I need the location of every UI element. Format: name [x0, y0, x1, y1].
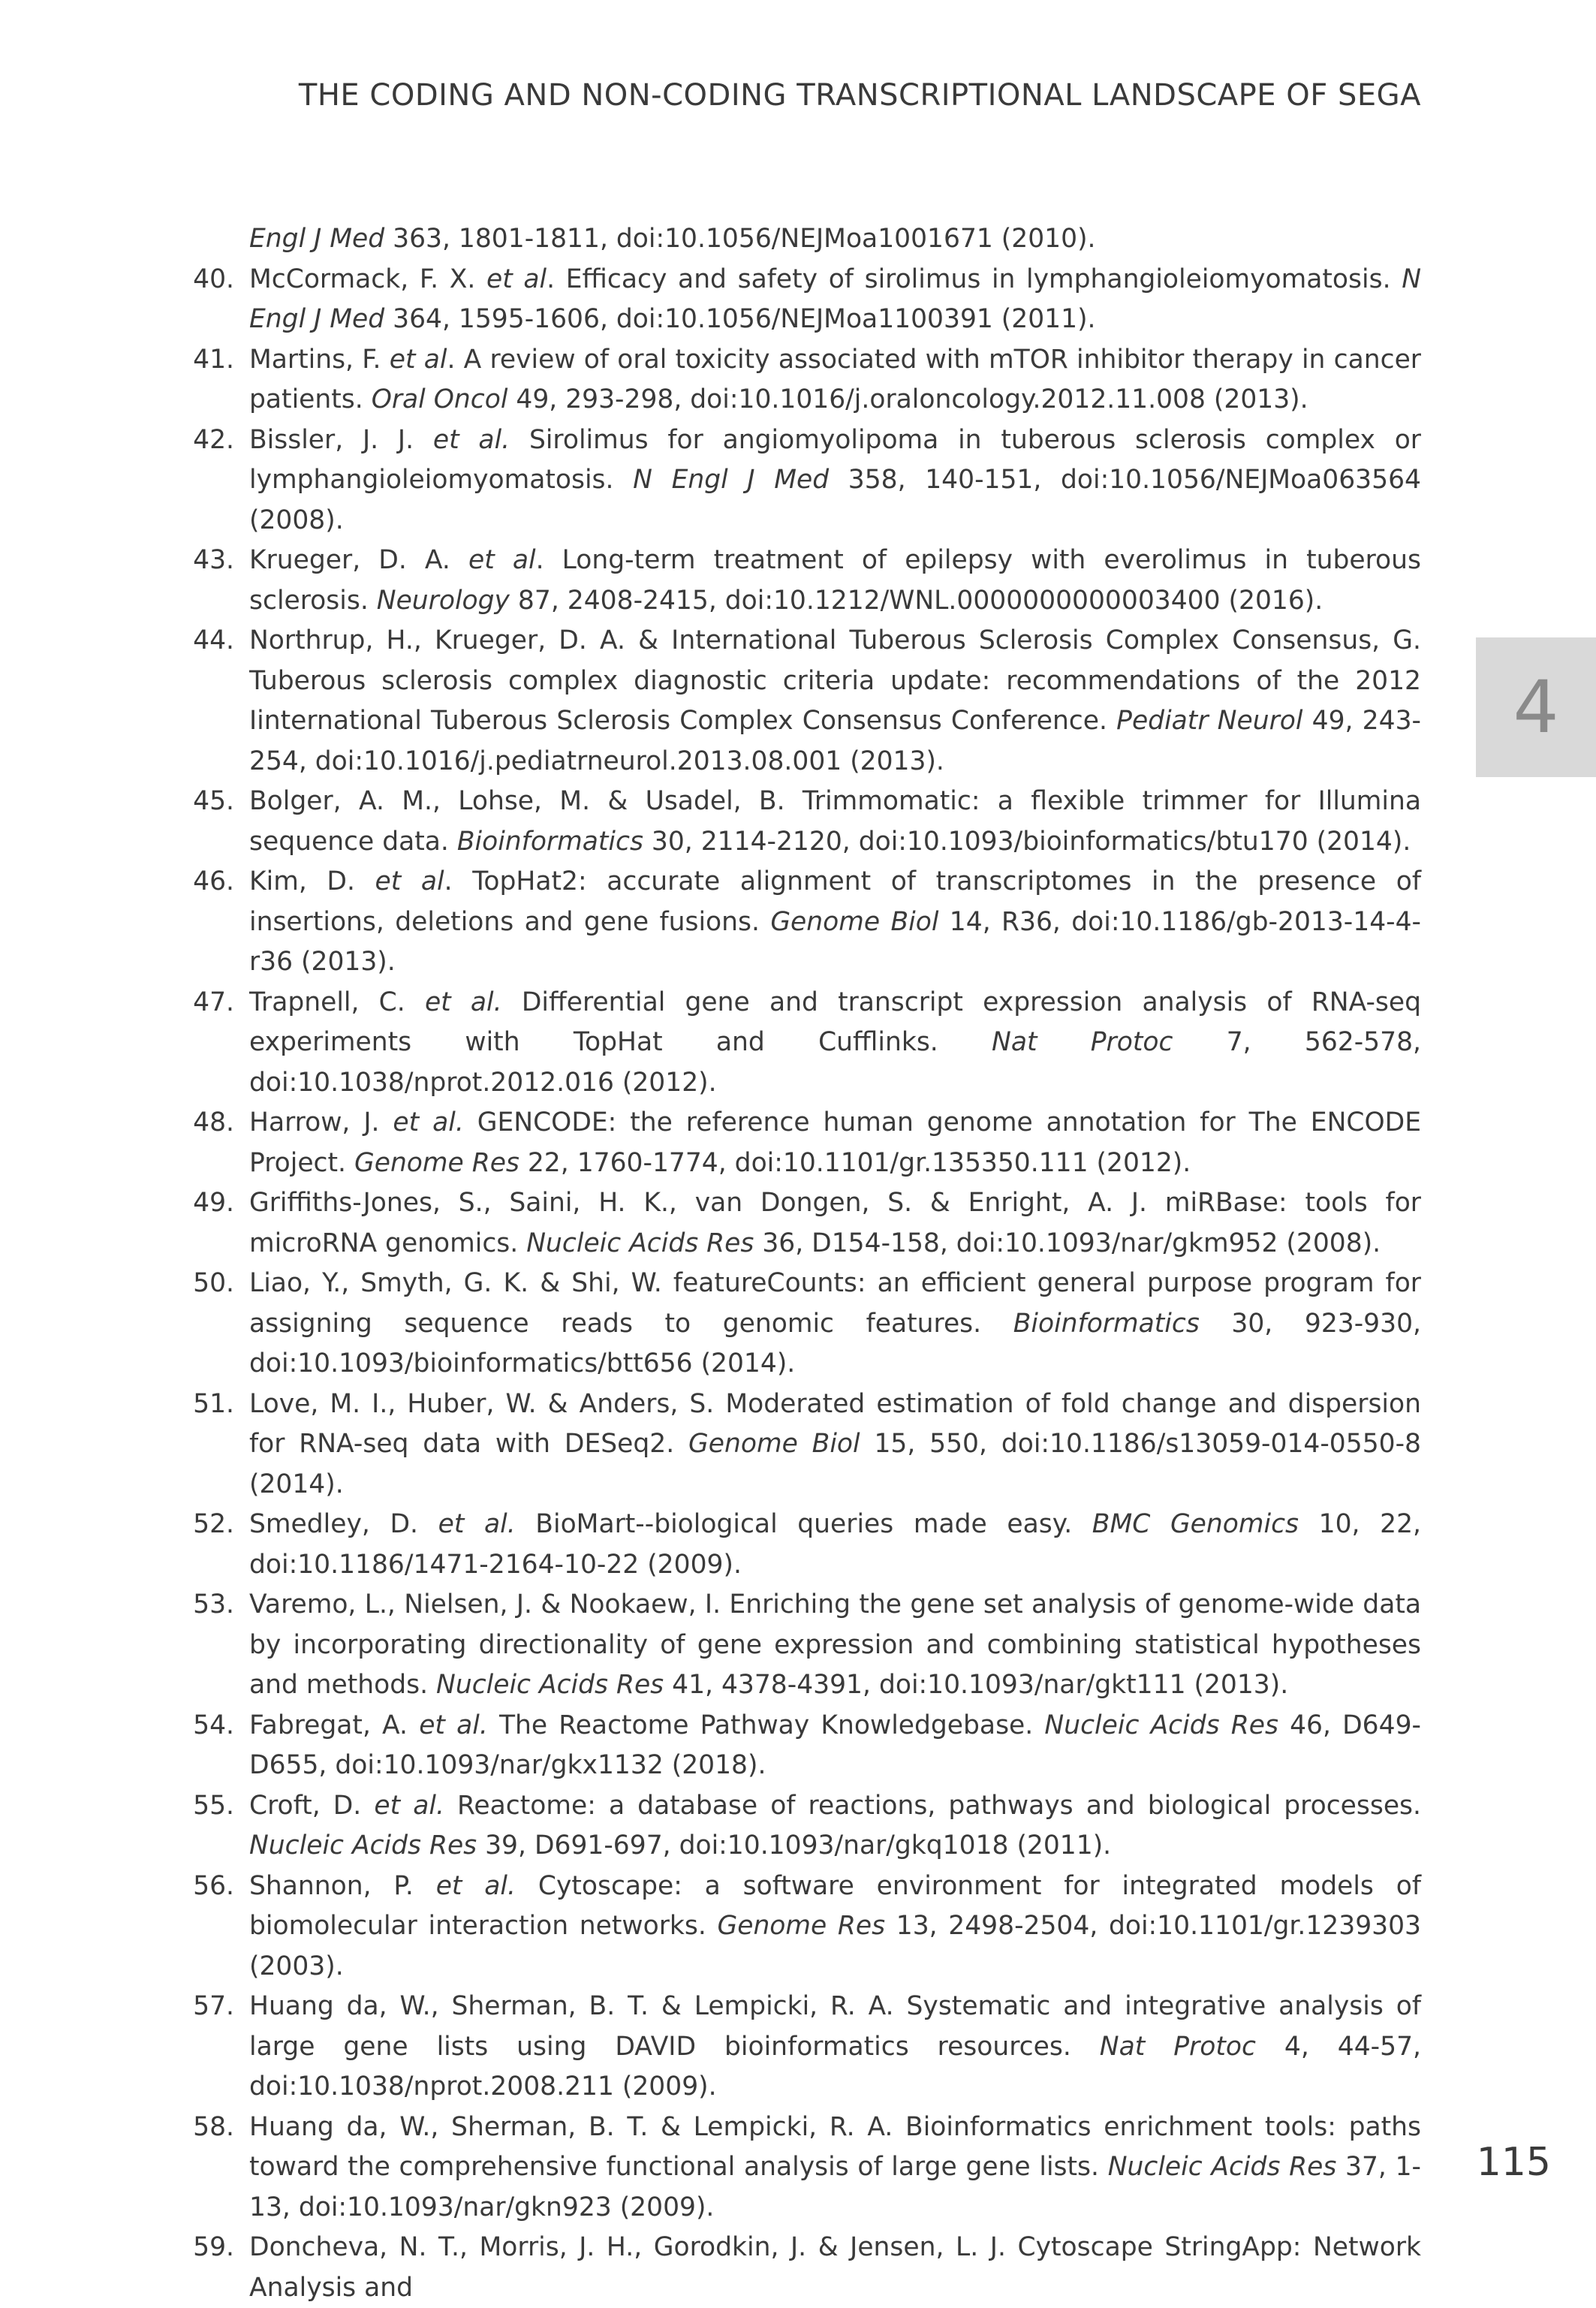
reference-number: 51. [182, 1384, 234, 1425]
citation-details: 14, R36, doi:10.1186/gb-2013-14-4-r36 (2013). [249, 907, 1421, 978]
reference-number: 48. [182, 1103, 234, 1143]
reference-authors: Bissler, J. J. [249, 425, 433, 455]
reference-number: 46. [182, 862, 234, 902]
reference-title: Tuberous sclerosis complex diagnostic criteria update: recommendations of the 2012 Iinternational Tuberous Sclerosis Complex Consensus Conference. [249, 666, 1421, 737]
reference-number: 59. [182, 2228, 234, 2268]
reference-title: Reactome: a database of reactions, pathways and biological processes. [444, 1791, 1421, 1821]
reference-number: 41. [182, 340, 234, 381]
journal-name: Nucleic Acids Res [1044, 1710, 1278, 1740]
reference-item [182, 1103, 1421, 1183]
journal-name: Neurology [377, 586, 510, 616]
citation-details: 46, D649-D655, doi:10.1093/nar/gkx1132 (2018). [249, 1710, 1421, 1781]
reference-number: 47. [182, 983, 234, 1023]
journal-name: N Engl J Med [633, 465, 829, 495]
reference-title: Differential gene and transcript expression analysis of RNA-seq experiments with TopHat and Cufflinks. [249, 987, 1421, 1058]
et-al: et al. [374, 1791, 444, 1821]
reference-item [182, 1264, 1421, 1384]
reference-number: 58. [182, 2108, 234, 2148]
reference-authors: Liao, Y., Smyth, G. K. & Shi, W. [249, 1268, 662, 1298]
citation-details: 36, D154-158, doi:10.1093/nar/gkm952 (2008). [754, 1228, 1381, 1258]
journal-name: Nucleic Acids Res [249, 1830, 477, 1861]
reference-authors: Huang da, W., Sherman, B. T. & Lempicki, R. A. [249, 1991, 894, 2021]
citation-details: 49, 293-298, doi:10.1016/j.oraloncology.2012.11.008 (2013). [507, 384, 1308, 414]
reference-authors: Harrow, J. [249, 1107, 393, 1137]
et-al: et al. [419, 1710, 488, 1740]
reference-number: 49. [182, 1183, 234, 1224]
journal-name: Nat Protoc [992, 1027, 1173, 1057]
reference-title: featureCounts: an efficient general purpose program for assigning sequence reads to genomic features. [249, 1268, 1421, 1339]
journal-name: Bioinformatics [457, 827, 643, 857]
reference-number: 56. [182, 1867, 234, 1907]
reference-authors: Fabregat, A. [249, 1710, 419, 1740]
reference-title: Bioinformatics enrichment tools: paths toward the comprehensive functional analysis of large gene lists. [249, 2112, 1421, 2183]
reference-authors: Griffiths-Jones, S., Saini, H. K., van Dongen, S. & Enright, A. J. [249, 1188, 1147, 1218]
journal-name: Pediatr Neurol [1116, 706, 1302, 736]
reference-title: Moderated estimation of fold change and dispersion for RNA-seq data with DESeq2. [249, 1389, 1421, 1460]
citation-details: 15, 550, doi:10.1186/s13059-014-0550-8 (2014). [249, 1429, 1421, 1499]
reference-item [182, 260, 1421, 340]
reference-item [182, 2228, 1421, 2308]
reference-authors: Krueger, D. A. [249, 545, 468, 575]
citation-details: 87, 2408-2415, doi:10.1212/WNL.0000000000003400 (2016). [510, 586, 1323, 616]
et-al: et al. [436, 1871, 516, 1901]
citation-details: 22, 1760-1774, doi:10.1101/gr.135350.111 (2012). [519, 1148, 1191, 1178]
reference-item [182, 1786, 1421, 1867]
reference-authors: Huang da, W., Sherman, B. T. & Lempicki, R. A. [249, 2112, 893, 2142]
citation-details: 49, 243-254, doi:10.1016/j.pediatrneurol.2013.08.001 (2013). [249, 706, 1421, 776]
reference-number: 57. [182, 1987, 234, 2027]
reference-item [182, 1867, 1421, 1987]
reference-continuation [182, 219, 1421, 260]
page-number: 115 [1477, 2140, 1551, 2185]
reference-item [182, 1585, 1421, 1706]
journal-name: Genome Res [717, 1911, 885, 1941]
et-al: et al. [393, 1107, 463, 1137]
journal-name: Nucleic Acids Res [1108, 2152, 1337, 2182]
journal-name: BMC Genomics [1092, 1509, 1299, 1539]
reference-title: The Reactome Pathway Knowledgebase. [488, 1710, 1045, 1740]
reference-number: 50. [182, 1264, 234, 1304]
reference-item [182, 1987, 1421, 2108]
reference-list [182, 219, 1421, 2308]
et-al: et al [375, 866, 444, 896]
reference-item [182, 983, 1421, 1104]
reference-item [182, 782, 1421, 862]
citation-details: 30, 2114-2120, doi:10.1093/bioinformatics/btu170 (2014). [643, 827, 1411, 857]
reference-authors: Doncheva, N. T., Morris, J. H., Gorodkin, J. & Jensen, L. J. [249, 2232, 1006, 2262]
reference-authors: Bolger, A. M., Lohse, M. & Usadel, B. [249, 786, 785, 816]
reference-number: 55. [182, 1786, 234, 1827]
reference-items [182, 260, 1421, 2308]
reference-authors: Trapnell, C. [249, 987, 425, 1017]
et-al: et al. [433, 425, 510, 455]
reference-authors: Varemo, L., Nielsen, J. & Nookaew, I. [249, 1589, 721, 1620]
reference-number: 45. [182, 782, 234, 822]
reference-authors: Shannon, P. [249, 1871, 436, 1901]
et-al: et al [468, 545, 536, 575]
citation-details: 10, 22, doi:10.1186/1471-2164-10-22 (2009). [249, 1509, 1421, 1580]
reference-item [182, 2108, 1421, 2228]
reference-title: . A review of oral toxicity associated with mTOR inhibitor therapy in cancer patients. [249, 345, 1421, 415]
reference-number: 43. [182, 541, 234, 581]
citation-details: 41, 4378-4391, doi:10.1093/nar/gkt111 (2013). [664, 1670, 1288, 1700]
reference-item [182, 1183, 1421, 1264]
reference-title: Cytoscape: a software environment for integrated models of biomolecular interaction networks. [249, 1871, 1421, 1942]
reference-title: BioMart--biological queries made easy. [516, 1509, 1092, 1539]
reference-item [182, 340, 1421, 420]
reference-title: Cytoscape StringApp: Network Analysis and [249, 2232, 1421, 2303]
reference-number: 54. [182, 1706, 234, 1746]
reference-title: Enriching the gene set analysis of genome-wide data by incorporating directionality of gene expression and combining statistical hypotheses and methods. [249, 1589, 1421, 1700]
et-al: et al [390, 345, 447, 375]
reference-authors: Martins, F. [249, 345, 390, 375]
journal-name: Nucleic Acids Res [436, 1670, 664, 1700]
journal-name: Bioinformatics [1013, 1309, 1200, 1339]
reference-title: miRBase: tools for microRNA genomics. [249, 1188, 1421, 1258]
reference-title: . TopHat2: accurate alignment of transcriptomes in the presence of insertions, deletions and gene fusions. [249, 866, 1421, 937]
reference-authors: Northrup, H., Krueger, D. A. & International Tuberous Sclerosis Complex Consensus, G. [249, 625, 1421, 655]
et-al: et al [486, 264, 547, 294]
reference-item [182, 420, 1421, 541]
reference-item [182, 1706, 1421, 1786]
journal-name: Oral Oncol [372, 384, 508, 414]
reference-number: 53. [182, 1585, 234, 1626]
reference-title: Trimmomatic: a flexible trimmer for Illumina sequence data. [249, 786, 1421, 857]
citation-details: 364, 1595-1606, doi:10.1056/NEJMoa1100391 (2011). [384, 304, 1095, 334]
citation-details: 30, 923-930, doi:10.1093/bioinformatics/btt656 (2014). [249, 1309, 1421, 1379]
reference-authors: Smedley, D. [249, 1509, 438, 1539]
reference-authors: Love, M. I., Huber, W. & Anders, S. [249, 1389, 714, 1419]
journal-name: Engl J Med [249, 224, 384, 254]
chapter-number: 4 [1513, 665, 1558, 749]
citation-details: 7, 562-578, doi:10.1038/nprot.2012.016 (2012). [249, 1027, 1421, 1098]
reference-authors: Kim, D. [249, 866, 375, 896]
reference-number: 42. [182, 420, 234, 461]
reference-title: . Long-term treatment of epilepsy with everolimus in tuberous sclerosis. [249, 545, 1421, 616]
journal-name: N Engl J Med [249, 264, 1421, 335]
reference-item [182, 1384, 1421, 1505]
citation-details: 363, 1801-1811, doi:10.1056/NEJMoa1001671 (2010). [384, 224, 1095, 254]
reference-number: 40. [182, 260, 234, 300]
journal-name: Genome Biol [688, 1429, 860, 1459]
reference-authors: McCormack, F. X. [249, 264, 486, 294]
running-header: THE CODING AND NON-CODING TRANSCRIPTIONAL LANDSCAPE OF SEGA [299, 78, 1421, 113]
reference-item [182, 621, 1421, 782]
reference-title: Systematic and integrative analysis of large gene lists using DAVID bioinformatics resources. [249, 1991, 1421, 2062]
et-al: et al. [438, 1509, 516, 1539]
chapter-tab [1476, 637, 1596, 777]
reference-title: Sirolimus for angiomyolipoma in tuberous sclerosis complex or lymphangioleiomyomatosis. [249, 425, 1421, 496]
reference-number: 52. [182, 1505, 234, 1545]
citation-details: 4, 44-57, doi:10.1038/nprot.2008.211 (2009). [249, 2032, 1421, 2102]
citation-details: 13, 2498-2504, doi:10.1101/gr.1239303 (2003). [249, 1911, 1421, 1981]
reference-item [182, 541, 1421, 621]
reference-number: 44. [182, 621, 234, 661]
journal-name: Genome Res [354, 1148, 519, 1178]
reference-authors: Croft, D. [249, 1791, 374, 1821]
reference-title: GENCODE: the reference human genome annotation for The ENCODE Project. [249, 1107, 1421, 1178]
et-al: et al. [425, 987, 502, 1017]
reference-item [182, 862, 1421, 983]
reference-title: . Efficacy and safety of sirolimus in lymphangioleiomyomatosis. [547, 264, 1402, 294]
citation-details: 39, D691-697, doi:10.1093/nar/gkq1018 (2011). [477, 1830, 1111, 1861]
journal-name: Nat Protoc [1100, 2032, 1256, 2062]
journal-name: Genome Biol [770, 907, 938, 937]
citation-details: 37, 1-13, doi:10.1093/nar/gkn923 (2009). [249, 2152, 1421, 2222]
journal-name: Nucleic Acids Res [526, 1228, 754, 1258]
citation-details: 358, 140-151, doi:10.1056/NEJMoa063564 (2008). [249, 465, 1421, 535]
reference-item [182, 1505, 1421, 1585]
